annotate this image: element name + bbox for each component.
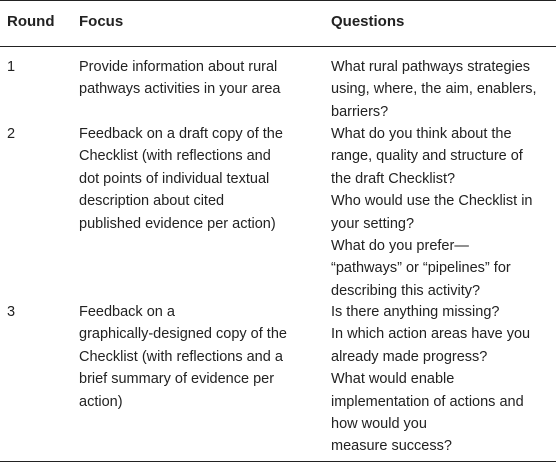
row-3-focus: Feedback on a graphically-designed copy of the Checklist (with reflections and a brief summary of evidence per action)	[79, 304, 287, 410]
table-top-rule	[0, 0, 556, 1]
row-1-round: 1	[7, 59, 16, 75]
row-3-round: 3	[7, 304, 16, 320]
header-rule	[0, 46, 556, 47]
row-2-questions: What do you think about the range, quality and structure of the draft Checklist? Who would use the Checklist in your setting? What do you prefer— “pathways” or “pipelines” for describing this activity?	[331, 126, 533, 299]
row-2-round: 2	[7, 126, 16, 142]
row-1-focus: Provide information about rural pathways activities in your area	[79, 59, 281, 98]
header-questions: Questions	[331, 13, 405, 30]
header-round: Round	[7, 13, 55, 30]
row-2-focus: Feedback on a draft copy of the Checklist (with reflections and dot points of individual textual description about cited published evidence per action)	[79, 126, 283, 232]
header-focus: Focus	[79, 13, 124, 30]
row-3-questions: Is there anything missing? In which action areas have you already made progress? What would enable implementation of actions and how would you measure success?	[331, 304, 531, 455]
row-1-questions: What rural pathways strategies using, where, the aim, enablers, barriers?	[331, 59, 537, 120]
table-bottom-rule	[0, 461, 556, 462]
